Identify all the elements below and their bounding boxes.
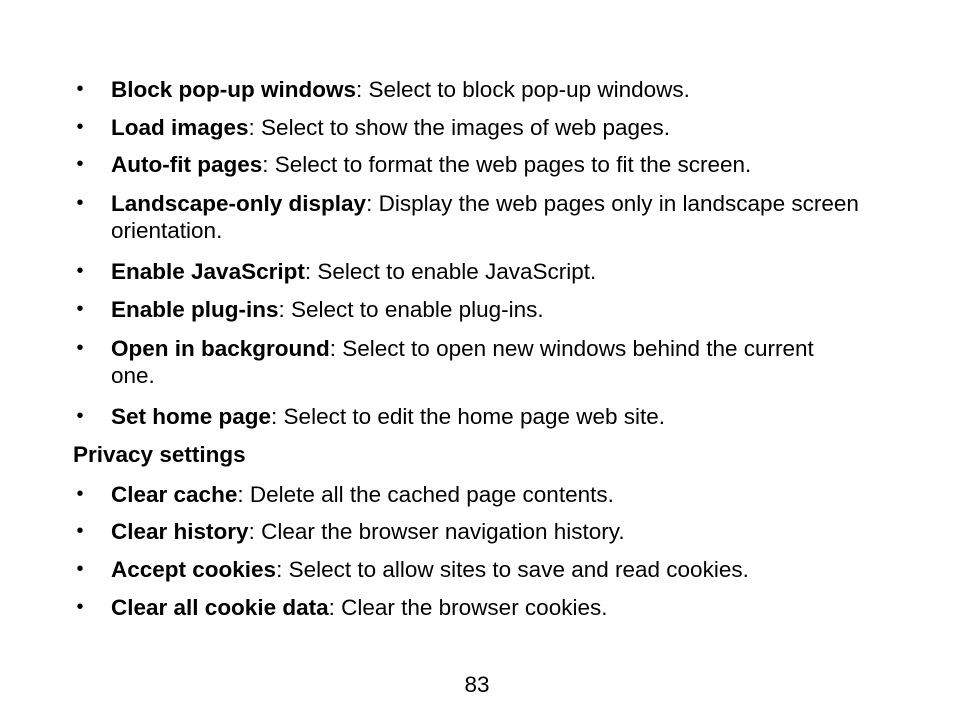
page-number: 83 bbox=[464, 672, 490, 697]
item-term: Set home page bbox=[111, 404, 272, 429]
bullet-icon: • bbox=[76, 78, 84, 100]
bullet-icon: • bbox=[76, 153, 84, 175]
item-term: Auto-fit pages bbox=[111, 152, 263, 177]
item-term: Clear all cookie data bbox=[111, 595, 329, 620]
item-term: Clear history bbox=[111, 519, 249, 544]
bullet-icon: • bbox=[76, 298, 84, 320]
item-term: Enable plug-ins bbox=[111, 297, 279, 322]
item-term: Clear cache bbox=[111, 482, 238, 507]
item-description: : Select to allow sites to save and read cookies. bbox=[276, 557, 749, 582]
item-description: : Clear the browser navigation history. bbox=[248, 519, 625, 544]
bullet-icon: • bbox=[76, 483, 84, 505]
bullet-icon: • bbox=[76, 116, 84, 138]
bullet-icon: • bbox=[76, 192, 84, 214]
item-description: : Select to block pop-up windows. bbox=[355, 77, 690, 102]
bullet-icon: • bbox=[76, 558, 84, 580]
item-term: Block pop-up windows bbox=[111, 77, 356, 102]
item-description: : Select to edit the home page web site. bbox=[271, 404, 666, 429]
item-term: Open in background bbox=[111, 336, 330, 361]
item-description: : Select to enable plug-ins. bbox=[278, 297, 544, 322]
item-term: Enable JavaScript bbox=[111, 259, 305, 284]
item-description: : Select to format the web pages to fit the screen. bbox=[262, 152, 752, 177]
item-description: : Delete all the cached page contents. bbox=[237, 482, 614, 507]
item-description: : Clear the browser cookies. bbox=[328, 595, 608, 620]
item-term: Accept cookies bbox=[111, 557, 277, 582]
item-description: : Select to open new windows behind the current one. bbox=[111, 336, 814, 388]
bullet-icon: • bbox=[76, 520, 84, 542]
bullet-icon: • bbox=[76, 405, 84, 427]
item-description: : Select to enable JavaScript. bbox=[304, 259, 597, 284]
item-description: : Select to show the images of web pages. bbox=[248, 115, 671, 140]
bullet-icon: • bbox=[76, 337, 84, 359]
bullet-icon: • bbox=[76, 596, 84, 618]
item-term: Landscape-only display bbox=[111, 191, 367, 216]
item-description: : Display the web pages only in landscape screen orientation. bbox=[111, 191, 859, 243]
item-term: Load images bbox=[111, 115, 249, 140]
bullet-icon: • bbox=[76, 260, 84, 282]
section-heading: Privacy settings bbox=[73, 442, 246, 467]
